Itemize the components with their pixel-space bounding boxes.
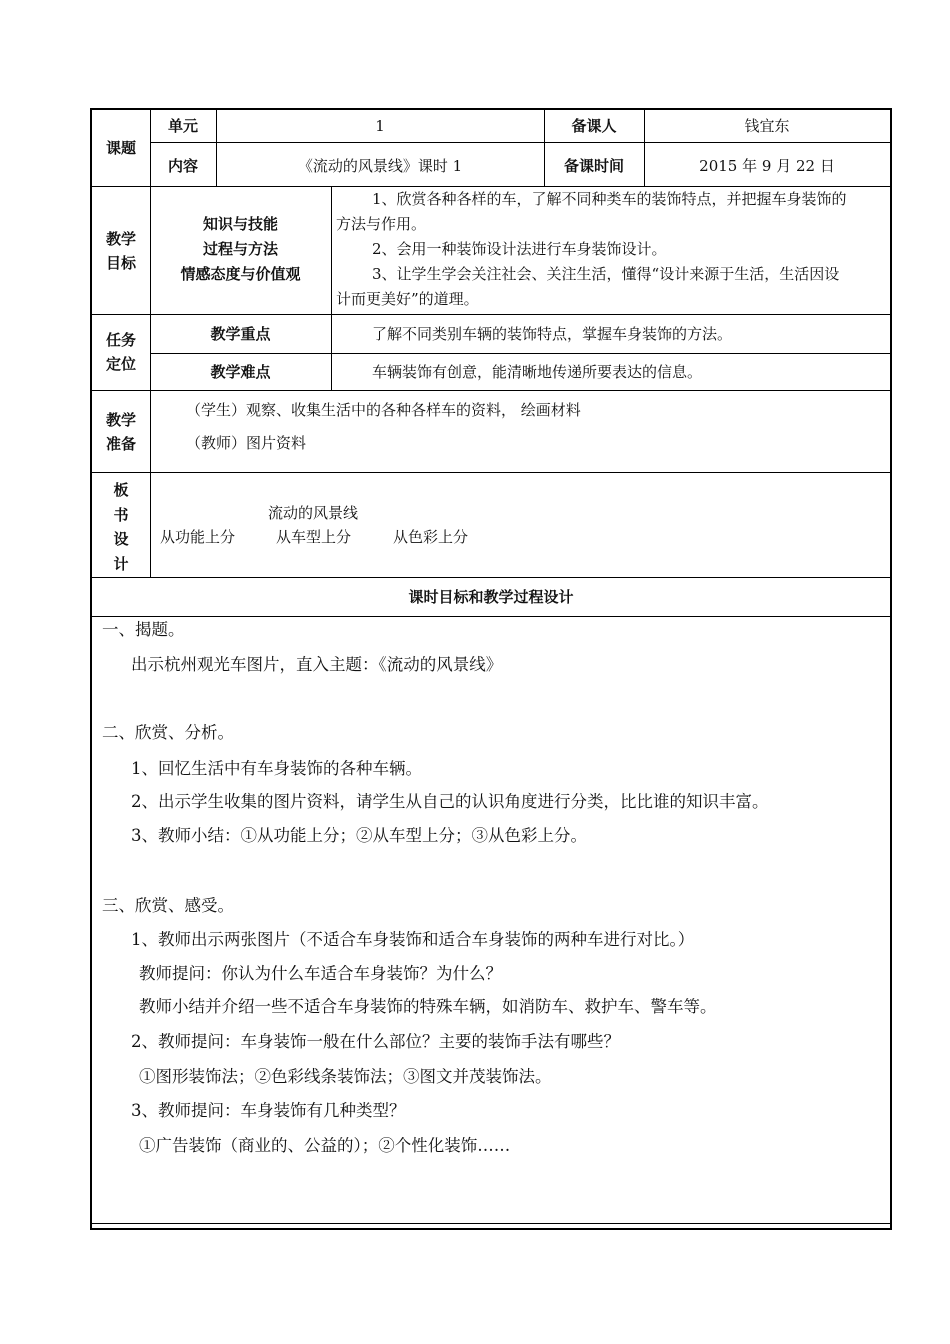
difficulty-label: 教学难点	[210, 363, 271, 381]
board-label-char: 书	[113, 505, 129, 524]
row-divider	[150, 142, 890, 143]
board-item: 从色彩上分	[393, 528, 469, 546]
objectives-label	[92, 227, 150, 275]
process-line: 3、教师提问：车身装饰有几种类型？	[131, 1101, 406, 1120]
unit-label: 单元	[168, 117, 199, 135]
content-value: 《流动的风景线》课时 1	[297, 157, 463, 175]
dimension-knowledge: 知识与技能	[202, 215, 278, 233]
board-label-char: 设	[113, 530, 129, 548]
objective-dimensions	[150, 212, 331, 287]
board-item: 从车型上分	[276, 528, 352, 546]
task-label	[92, 328, 150, 376]
process-line: 一、揭题。	[102, 620, 185, 639]
board-label-char: 板	[113, 481, 129, 499]
dimension-process: 过程与方法	[202, 240, 278, 258]
board-item: 从功能上分	[160, 528, 236, 546]
row-divider	[92, 390, 890, 391]
objective-line: 计而更美好”的道理。	[336, 290, 479, 308]
objective-line: 1、欣赏各种各样的车，了解不同种类车的装饰特点，并把握车身装饰的	[372, 190, 847, 208]
prep-label-line2: 准备	[105, 435, 136, 453]
row-divider	[92, 577, 890, 578]
process-line: 二、欣赏、分析。	[102, 723, 234, 742]
prep-label-line1: 教学	[105, 411, 136, 429]
process-line: 1、回忆生活中有车身装饰的各种车辆。	[131, 759, 422, 778]
objective-line: 3、让学生学会关注社会、关注生活，懂得“设计来源于生活，生活因设	[372, 265, 840, 283]
teacher-prep: （教师）图片资料	[186, 434, 307, 452]
process-line: 教师小结并介绍一些不适合车身装饰的特殊车辆，如消防车、救护车、警车等。	[139, 997, 717, 1016]
process-heading: 课时目标和教学过程设计	[408, 588, 574, 606]
row-divider	[92, 186, 890, 187]
preparer-value: 钱宜东	[744, 117, 790, 135]
objective-line: 2、会用一种装饰设计法进行车身装饰设计。	[372, 240, 667, 258]
objective-line: 方法与作用。	[336, 215, 427, 233]
content-label: 内容	[168, 157, 199, 175]
process-line: 出示杭州观光车图片，直入主题：《流动的风景线》	[131, 655, 503, 674]
row-divider	[150, 353, 890, 354]
board-title: 流动的风景线	[268, 504, 359, 522]
row-divider	[92, 616, 890, 617]
process-line: 2、出示学生收集的图片资料，请学生从自己的认识角度进行分类，比比谁的知识丰富。	[131, 792, 769, 811]
difficulty-value: 车辆装饰有创意，能清晰地传递所要表达的信息。	[372, 363, 703, 381]
task-label-line2: 定位	[105, 355, 136, 373]
unit-value: 1	[375, 117, 385, 135]
preparer-label: 备课人	[571, 117, 617, 135]
process-line: ①图形装饰法；②色彩线条装饰法；③图文并茂装饰法。	[139, 1067, 552, 1086]
col-divider	[331, 186, 332, 390]
task-label-line1: 任务	[105, 331, 136, 349]
row-divider	[92, 314, 890, 315]
process-line: 2、教师提问：车身装饰一般在什么部位？主要的装饰手法有哪些？	[131, 1032, 620, 1051]
prep-label	[92, 408, 150, 456]
board-label	[92, 478, 150, 576]
process-line: 3、教师小结：①从功能上分；②从车型上分；③从色彩上分。	[131, 826, 587, 845]
dimension-attitude: 情感态度与价值观	[180, 265, 301, 283]
process-line: 1、教师出示两张图片（不适合车身装饰和适合车身装饰的两种车进行对比。）	[131, 930, 695, 949]
process-line: ①广告装饰（商业的、公益的）；②个性化装饰……	[139, 1136, 511, 1155]
prep-time-value: 2015 年 9 月 22 日	[699, 157, 835, 175]
objectives-label-line2: 目标	[105, 254, 136, 272]
row-divider	[92, 472, 890, 473]
objectives-label-line1: 教学	[105, 230, 136, 248]
board-label-char: 计	[113, 554, 129, 573]
key-point-label: 教学重点	[210, 325, 271, 343]
prep-time-label: 备课时间	[563, 157, 624, 175]
topic-label: 课题	[105, 139, 136, 157]
process-line: 三、欣赏、感受。	[102, 896, 234, 915]
bottom-double-line	[92, 1223, 890, 1224]
key-point-value: 了解不同类别车辆的装饰特点，掌握车身装饰的方法。	[372, 325, 733, 343]
student-prep: （学生）观察、收集生活中的各种各样车的资料， 绘画材料	[186, 401, 581, 419]
process-line: 教师提问：你认为什么车适合车身装饰？为什么？	[139, 964, 502, 983]
